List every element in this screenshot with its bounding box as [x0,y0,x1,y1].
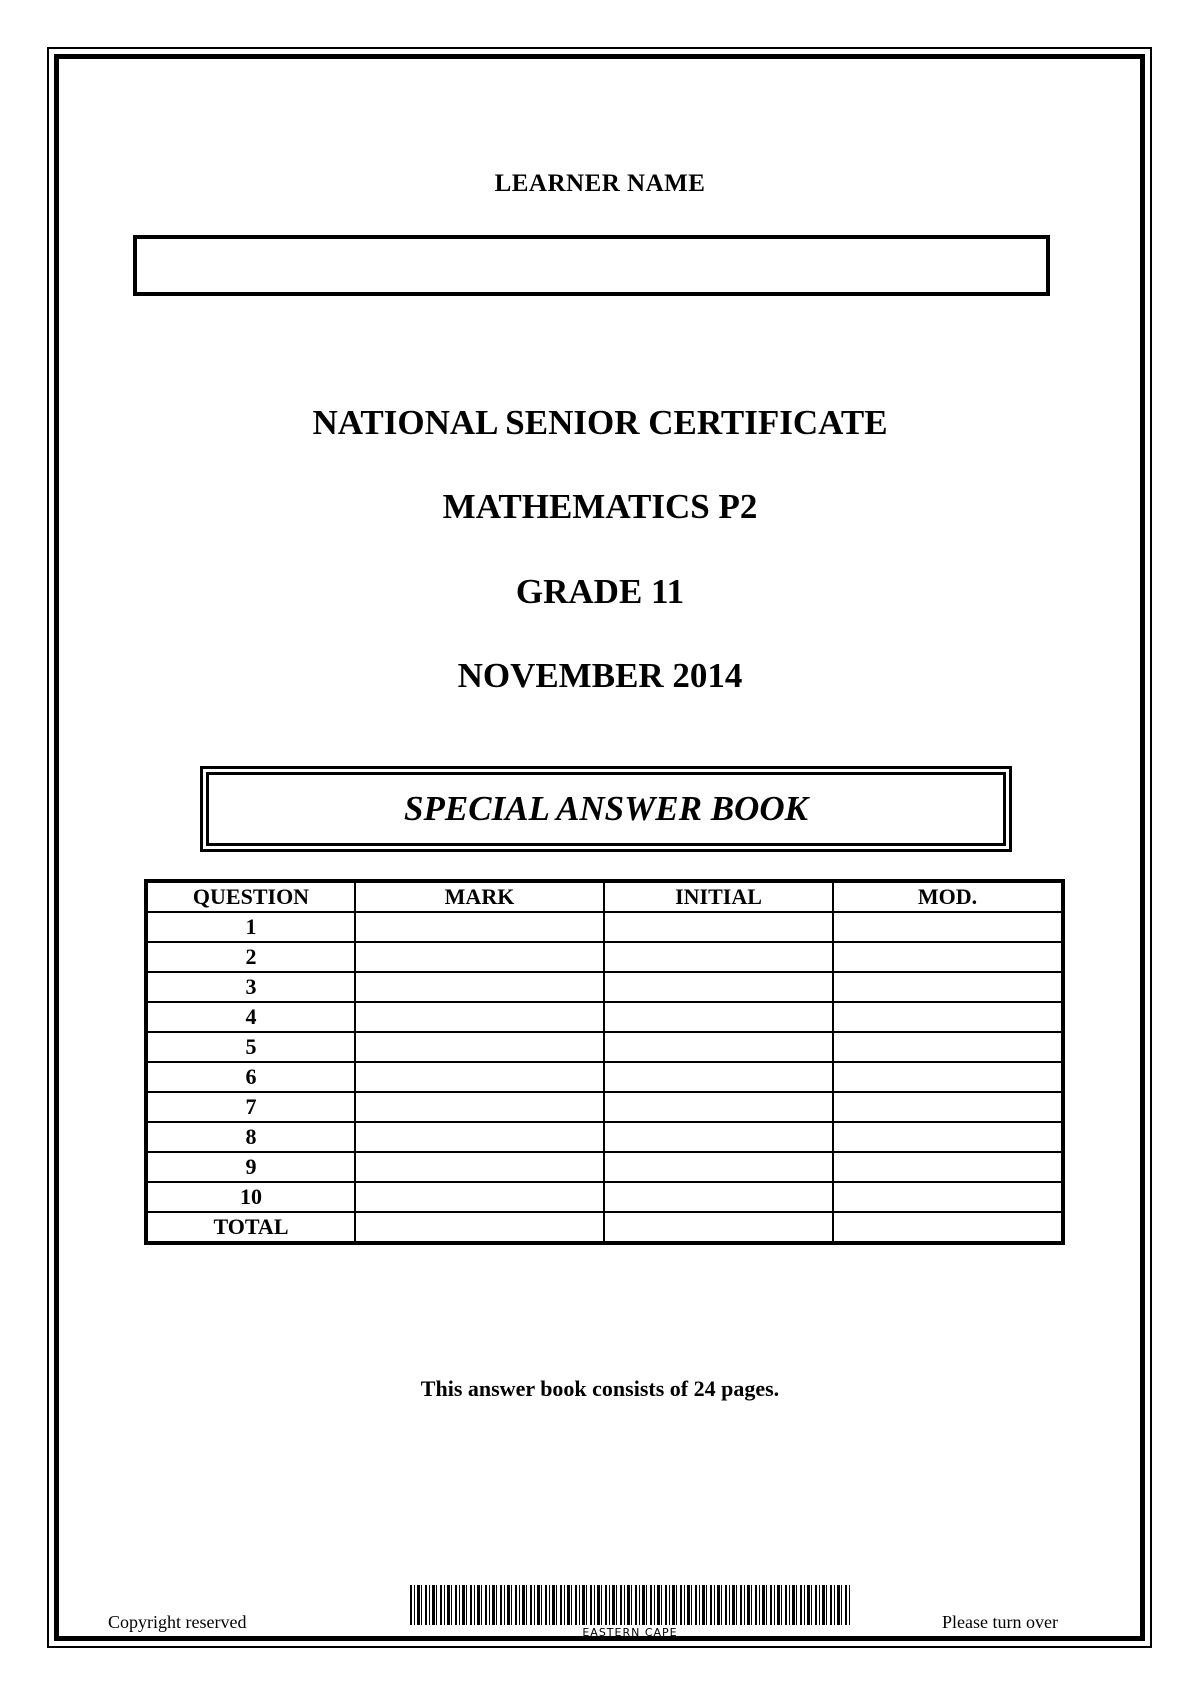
mod-cell[interactable] [833,1062,1063,1092]
question-number: 3 [146,972,355,1002]
mark-cell[interactable] [355,1122,604,1152]
mod-cell[interactable] [833,1182,1063,1212]
initial-cell[interactable] [604,972,833,1002]
mark-cell[interactable] [355,942,604,972]
total-mark-cell[interactable] [355,1212,604,1243]
mod-cell[interactable] [833,1032,1063,1062]
mark-cell[interactable] [355,1092,604,1122]
mod-cell[interactable] [833,1002,1063,1032]
table-row [146,1092,1063,1122]
initial-cell[interactable] [604,1002,833,1032]
title-date: NOVEMBER 2014 [457,656,743,695]
learner-name-label: LEARNER NAME [494,170,706,197]
table-row-total [146,1212,1063,1243]
question-number: 10 [146,1182,355,1212]
mod-cell[interactable] [833,1122,1063,1152]
mark-cell[interactable] [355,1062,604,1092]
question-number: 9 [146,1152,355,1182]
marks-table-header [146,881,1063,912]
table-row [146,1122,1063,1152]
mark-cell[interactable] [355,1002,604,1032]
table-row [146,1002,1063,1032]
mark-cell[interactable] [355,912,604,942]
turn-over-notice: Please turn over [942,1612,1058,1632]
question-number: 8 [146,1122,355,1152]
page-count-note: This answer book consists of 24 pages. [420,1376,780,1401]
barcode-icon [410,1585,850,1625]
learner-name-field[interactable] [133,235,1050,296]
question-number: 1 [146,912,355,942]
header-question: QUESTION [146,881,355,912]
copyright-notice: Copyright reserved [108,1612,247,1632]
header-mod: MOD. [833,881,1063,912]
table-row [146,1182,1063,1212]
mod-cell[interactable] [833,1152,1063,1182]
initial-cell[interactable] [604,1122,833,1152]
table-row [146,1152,1063,1182]
mark-cell[interactable] [355,1152,604,1182]
question-number: 5 [146,1032,355,1062]
barcode-label: EASTERN CAPE [582,1626,678,1639]
table-row [146,972,1063,1002]
marks-table [144,879,1065,1245]
total-label: TOTAL [146,1212,355,1243]
title-subject: MATHEMATICS P2 [442,487,758,526]
mark-cell[interactable] [355,1182,604,1212]
table-row [146,1032,1063,1062]
special-answer-book-title: SPECIAL ANSWER BOOK [206,772,1006,846]
initial-cell[interactable] [604,1062,833,1092]
header-initial: INITIAL [604,881,833,912]
initial-cell[interactable] [604,1092,833,1122]
question-number: 4 [146,1002,355,1032]
header-mark: MARK [355,881,604,912]
mark-cell[interactable] [355,1032,604,1062]
initial-cell[interactable] [604,1182,833,1212]
title-grade: GRADE 11 [515,572,685,611]
total-initial-cell[interactable] [604,1212,833,1243]
question-number: 2 [146,942,355,972]
mod-cell[interactable] [833,1092,1063,1122]
initial-cell[interactable] [604,1032,833,1062]
initial-cell[interactable] [604,942,833,972]
question-number: 6 [146,1062,355,1092]
total-mod-cell[interactable] [833,1212,1063,1243]
table-row [146,912,1063,942]
mod-cell[interactable] [833,972,1063,1002]
mod-cell[interactable] [833,942,1063,972]
initial-cell[interactable] [604,912,833,942]
title-certificate: NATIONAL SENIOR CERTIFICATE [312,403,888,442]
mod-cell[interactable] [833,912,1063,942]
mark-cell[interactable] [355,972,604,1002]
table-row [146,942,1063,972]
table-row [146,1062,1063,1092]
initial-cell[interactable] [604,1152,833,1182]
question-number: 7 [146,1092,355,1122]
